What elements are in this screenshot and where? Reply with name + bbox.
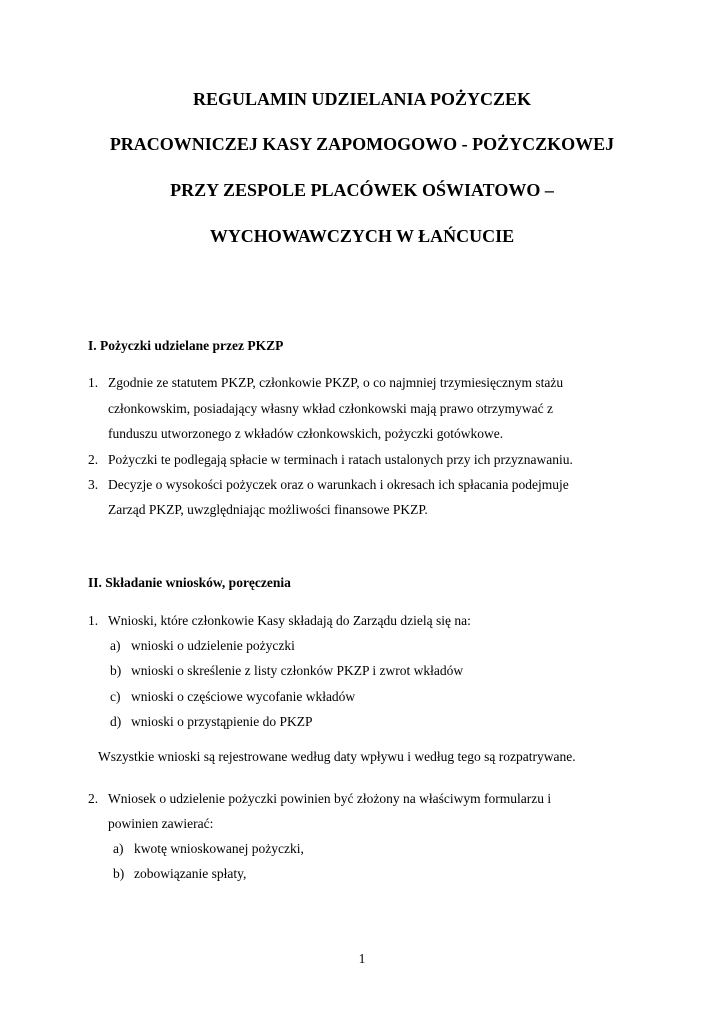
title-line-2: PRACOWNICZEJ KASY ZAPOMOGOWO - POŻYCZKOWEJ <box>109 134 615 154</box>
section-1-item-3-line-2: Zarząd PKZP, uwzględniając możliwości finansowe PKZP. <box>108 502 428 517</box>
section-1-item-1-line-3: funduszu utworzonego z wkładów członkowskich, pożyczki gotówkowe. <box>108 426 504 441</box>
section-2-item-2-number: 2. <box>88 791 99 806</box>
section-1-item-1-number: 1. <box>88 375 99 390</box>
page-number: 1 <box>358 951 366 966</box>
section-1-item-2-line-1: Pożyczki te podlegają spłacie w terminach i ratach ustalonych przy ich przyznawaniu. <box>108 452 573 467</box>
section-2-subitem-b-text: wnioski o skreślenie z listy członków PKZP i zwrot wkładów <box>131 663 464 678</box>
section-2-item-2-subitem-a-letter: a) <box>113 841 124 856</box>
section-2-heading: II. Składanie wniosków, poręczenia <box>88 575 291 590</box>
title-line-4: WYCHOWAWCZYCH W ŁAŃCUCIE <box>209 226 515 246</box>
section-2-item-2-subitem-b-text: zobowiązanie spłaty, <box>134 866 247 881</box>
title-line-1: REGULAMIN UDZIELANIA POŻYCZEK <box>192 89 532 109</box>
section-2-item-1-number: 1. <box>88 613 99 628</box>
section-2-item-2-subitem-a-text: kwotę wnioskowanej pożyczki, <box>134 841 304 856</box>
section-2-subitem-c-letter: c) <box>110 689 121 704</box>
section-1-item-1-line-1: Zgodnie ze statutem PKZP, członkowie PKZP, o co najmniej trzymiesięcznym stażu <box>108 375 564 390</box>
section-1-heading: I. Pożyczki udzielane przez PKZP <box>88 338 284 353</box>
section-1-item-2-number: 2. <box>88 452 99 467</box>
section-2-subitem-a-letter: a) <box>110 638 121 653</box>
section-2-item-1-text: Wnioski, które członkowie Kasy składają do Zarządu dzielą się na: <box>108 613 471 628</box>
section-2-subitem-c-text: wnioski o częściowe wycofanie wkładów <box>131 689 356 704</box>
section-1-item-1-line-2: członkowskim, posiadający własny wkład członkowski mają prawo otrzymywać z <box>108 401 553 416</box>
section-2-item-2-line-2: powinien zawierać: <box>108 816 214 831</box>
section-2-subitem-b-letter: b) <box>110 663 122 678</box>
section-2-note: Wszystkie wnioski są rejestrowane według daty wpływu i według tego są rozpatrywane. <box>98 749 576 764</box>
section-2-item-2-line-1: Wniosek o udzielenie pożyczki powinien być złożony na właściwym formularzu i <box>108 791 552 806</box>
section-2-item-2-subitem-b-letter: b) <box>113 866 125 881</box>
title-line-3: PRZY ZESPOLE PLACÓWEK OŚWIATOWO – <box>170 180 554 200</box>
section-1-item-3-line-1: Decyzje o wysokości pożyczek oraz o warunkach i okresach ich spłacania podejmuje <box>108 477 569 492</box>
section-2-subitem-d-letter: d) <box>110 714 122 729</box>
section-2-subitem-a-text: wnioski o udzielenie pożyczki <box>131 638 295 653</box>
section-1-item-3-number: 3. <box>88 477 99 492</box>
section-2-subitem-d-text: wnioski o przystąpienie do PKZP <box>131 714 313 729</box>
